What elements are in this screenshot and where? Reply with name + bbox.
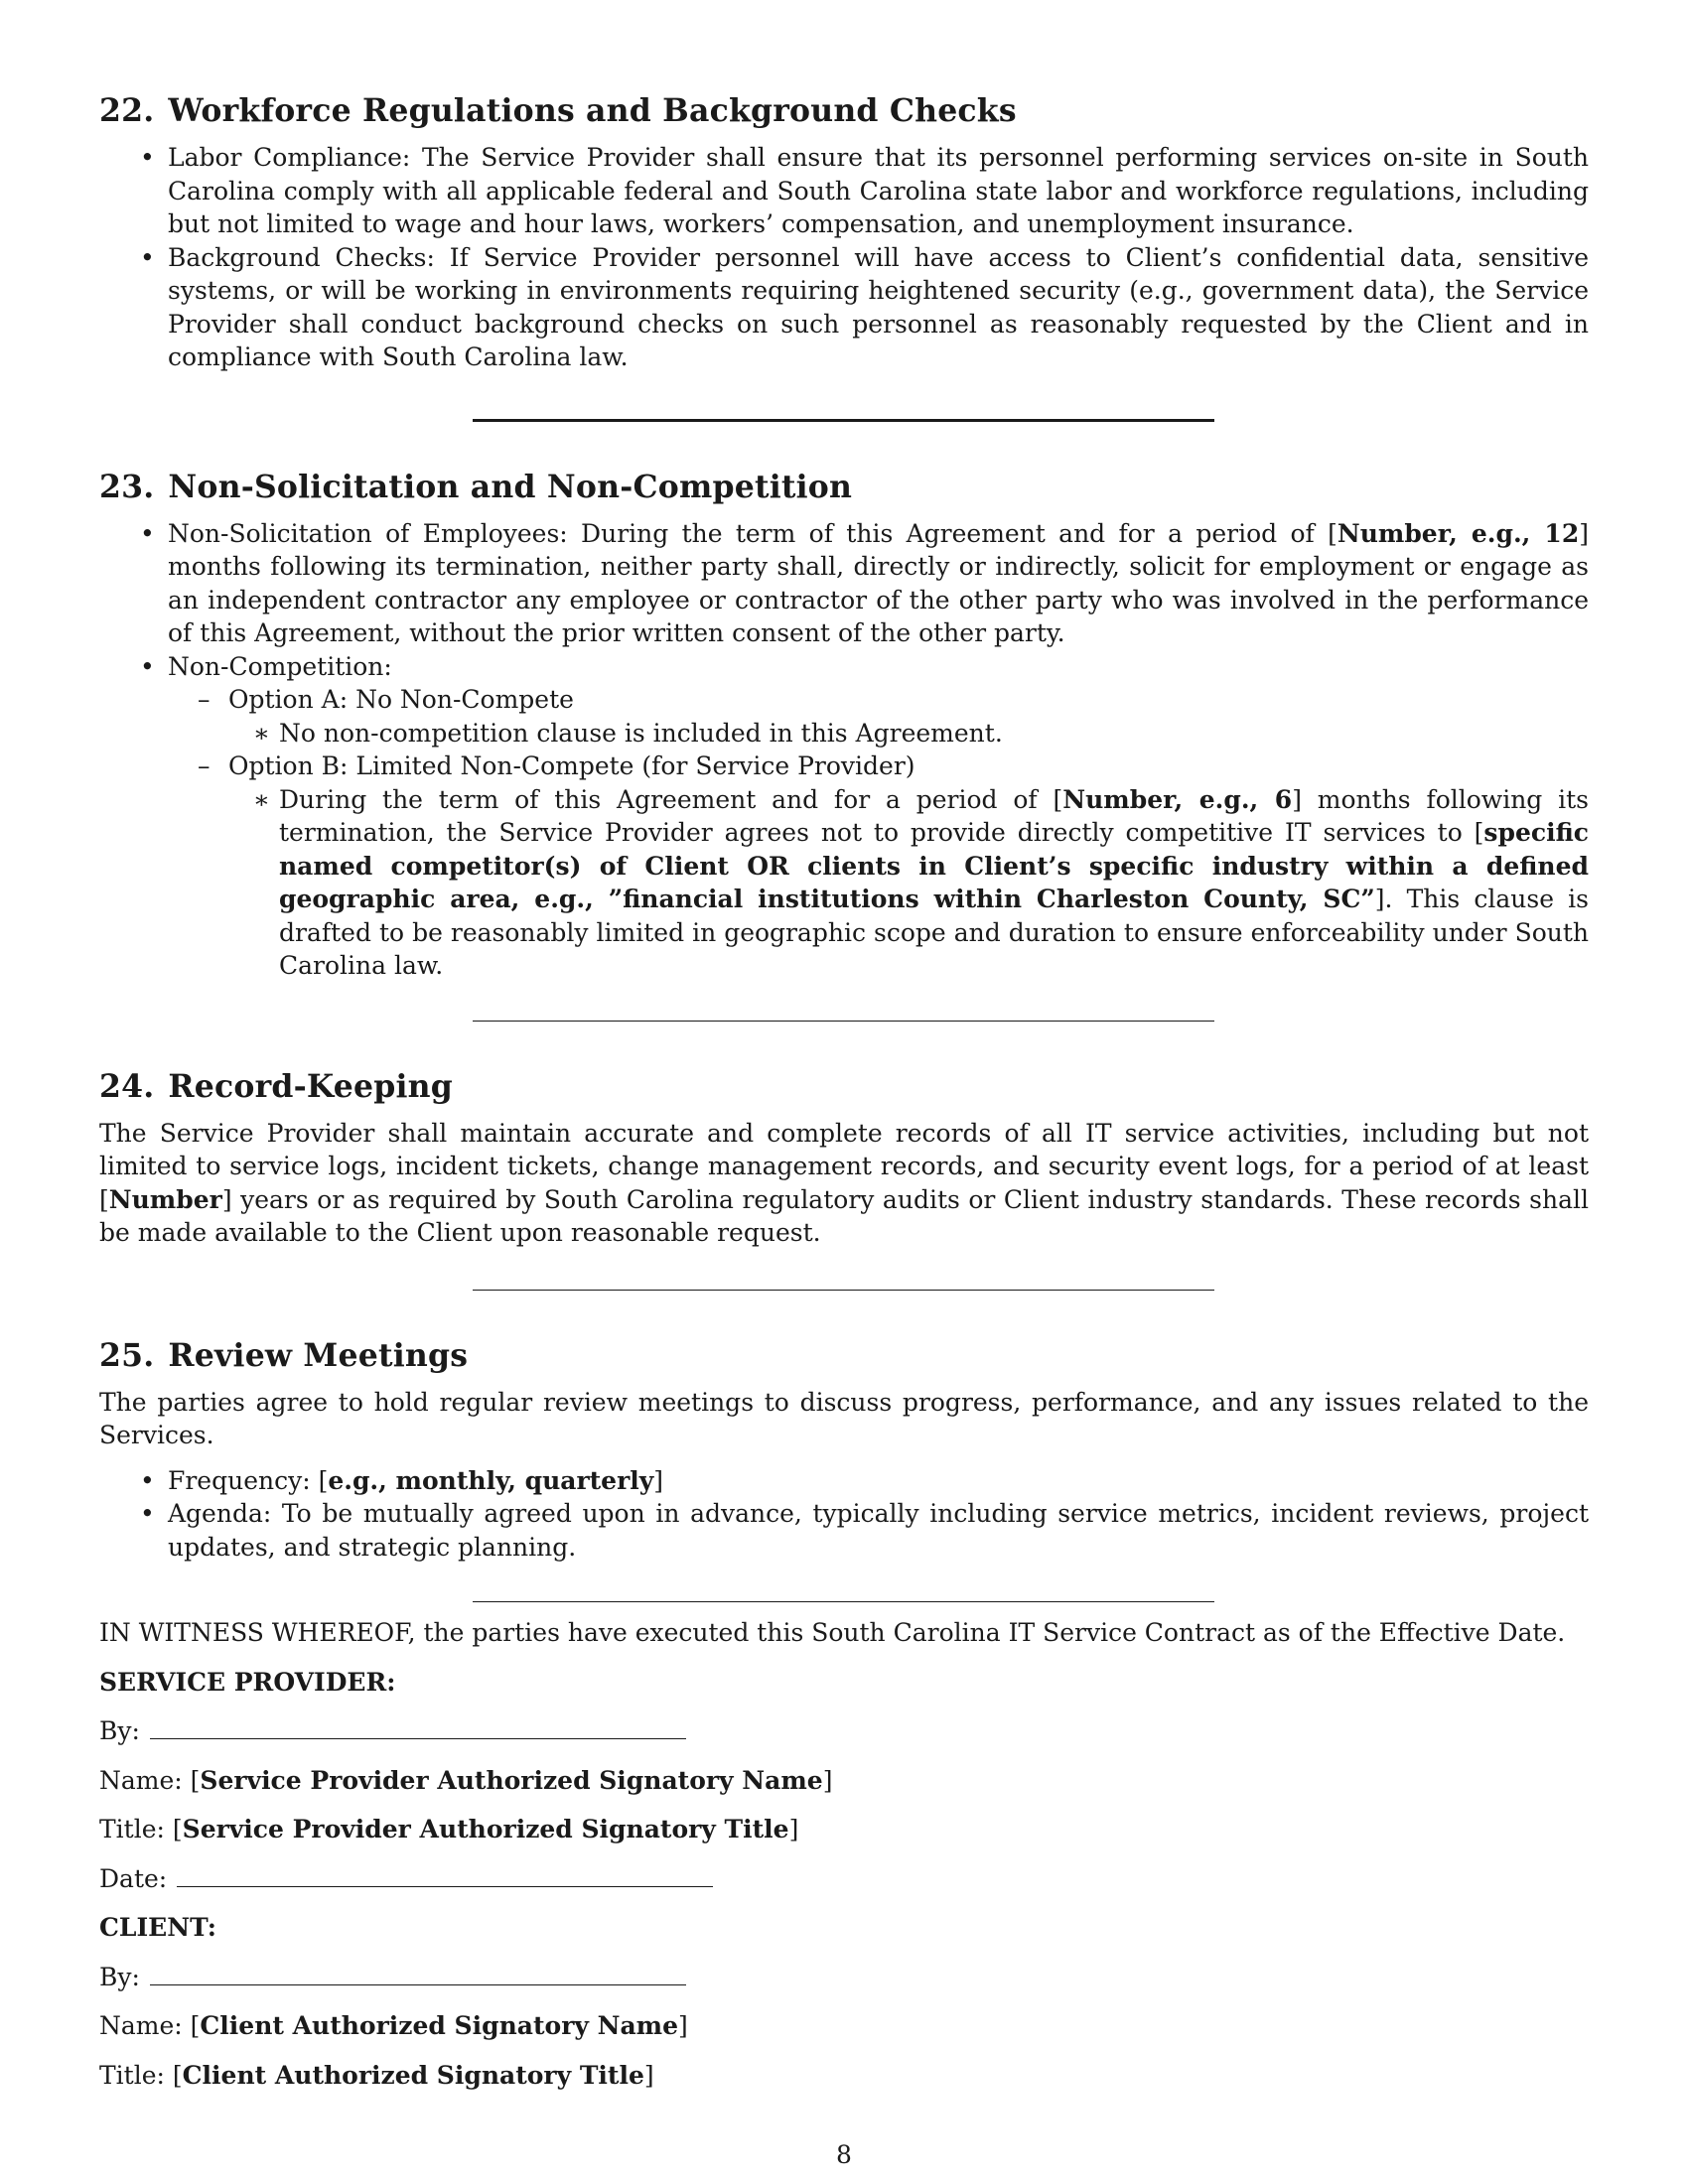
heading-text: SERVICE PROVIDER: xyxy=(99,1667,396,1697)
list-item: • Agenda: To be mutually agreed upon in advance, typically including service metrics, incident reviews, project updates, and strategic planning. xyxy=(99,1497,1589,1564)
text: ] xyxy=(678,2011,688,2040)
list-item xyxy=(228,783,1589,983)
section-22-list xyxy=(99,141,1589,374)
label: By: xyxy=(99,1962,140,1991)
witness-statement: IN WITNESS WHEREOF, the parties have executed this South Carolina IT Service Contract as of the Effective Date. xyxy=(99,1618,1566,1647)
section-divider xyxy=(473,1601,1214,1602)
placeholder: Client Authorized Signatory Name xyxy=(200,2011,678,2040)
option-b xyxy=(168,750,1589,983)
page-number: 8 xyxy=(836,2140,852,2169)
signature-line[interactable] xyxy=(150,1983,686,1985)
label: Date: xyxy=(99,1863,168,1893)
placeholder: Number xyxy=(108,1184,222,1214)
placeholder: Number, e.g., 12 xyxy=(1336,518,1580,548)
text: ]. This clause is drafted to be reasonably limited in geographic scope and duration to ensure enforceability under South Carolina law. xyxy=(279,885,1589,980)
option-a xyxy=(168,683,1589,750)
label: Name: [ xyxy=(99,2011,201,2040)
client-by-line xyxy=(99,1961,1589,1994)
section-title: Workforce Regulations and Background Checks xyxy=(168,92,1017,129)
option-label: Option B: Limited Non-Compete (for Service Provider) xyxy=(228,751,915,780)
client-name-line xyxy=(99,2009,1589,2043)
option-label: Option A: No Non-Compete xyxy=(228,685,574,714)
section-24-heading xyxy=(99,1067,1589,1107)
option-a-details xyxy=(228,717,1589,751)
section-number: 22. xyxy=(99,92,155,129)
section-divider xyxy=(473,1021,1214,1022)
list-item xyxy=(99,1464,1589,1498)
section-title: Non-Solicitation and Non-Competition xyxy=(168,468,853,505)
placeholder: Client Authorized Signatory Title xyxy=(182,2060,644,2090)
section-number: 24. xyxy=(99,1067,155,1105)
text: ] xyxy=(643,2060,654,2090)
label: Title: [ xyxy=(99,2060,183,2090)
placeholder: specific named competitor(s) of Client OR clients in Client’s specific industry within a defined geographic area, e.g., ”financial institutions within Charleston County, SC” xyxy=(279,818,1589,913)
section-divider xyxy=(473,419,1214,422)
placeholder: Service Provider Authorized Signatory Name xyxy=(200,1765,823,1795)
section-22-heading xyxy=(99,91,1589,131)
provider-title-line xyxy=(99,1813,1589,1846)
client-title-line xyxy=(99,2059,1589,2093)
text: Frequency: [ xyxy=(168,1465,329,1495)
placeholder: Service Provider Authorized Signatory Title xyxy=(182,1815,789,1843)
list-item xyxy=(99,517,1589,650)
section-23-list xyxy=(99,517,1589,983)
noncompete-label: Non-Competition: xyxy=(168,651,392,681)
section-number: 25. xyxy=(99,1336,155,1374)
placeholder: Number, e.g., 6 xyxy=(1062,784,1293,814)
document-page xyxy=(99,91,1589,2092)
text: ] months following its termination, neither party shall, directly or indirectly, solicit for employment or engage as an independent contractor any employee or contractor of the other party who was involved in the performance of this Agreement, without the prior written consent of the other party. xyxy=(168,518,1589,647)
section-25-list xyxy=(99,1464,1589,1565)
date-line[interactable] xyxy=(177,1885,713,1887)
noncompete-options xyxy=(168,683,1589,983)
signature-line[interactable] xyxy=(150,1737,686,1739)
provider-by-line xyxy=(99,1714,1589,1748)
provider-heading xyxy=(99,1666,1589,1700)
label: By: xyxy=(99,1716,140,1745)
list-item xyxy=(99,650,1589,983)
section-number: 23. xyxy=(99,468,155,505)
text: Non-Solicitation of Employees: During the term of this Agreement and for a period of [ xyxy=(168,518,1337,548)
text: ] xyxy=(822,1765,833,1795)
label: Title: [ xyxy=(99,1815,183,1843)
provider-date-line xyxy=(99,1862,1589,1896)
section-23-heading xyxy=(99,468,1589,507)
review-meetings-intro: The parties agree to hold regular review meetings to discuss progress, performance, and any issues related to the Services. xyxy=(99,1387,1589,1449)
list-item: • Background Checks: If Service Provider personnel will have access to Client’s confidential data, sensitive systems, or will be working in environments requiring heightened security (e.g., government data), the Service Provider shall conduct background checks on such personnel as reasonably requested by the Client and in compliance with South Carolina law. xyxy=(99,241,1589,374)
client-heading xyxy=(99,1911,1589,1945)
placeholder: e.g., monthly, quarterly xyxy=(328,1465,654,1495)
text: The Service Provider shall maintain accurate and complete records of all IT service activities, including but not limited to service logs, incident tickets, change management records, and security event logs, for a period of at least [ xyxy=(99,1118,1589,1214)
list-item: • Labor Compliance: The Service Provider shall ensure that its personnel performing services on-site in South Carolina comply with all applicable federal and South Carolina state labor and workforce regulations, including but not limited to wage and hour laws, workers’ compensation, and unemployment insurance. xyxy=(99,141,1589,241)
text: ] xyxy=(653,1465,664,1495)
section-title: Review Meetings xyxy=(168,1336,469,1374)
heading-text: CLIENT: xyxy=(99,1913,217,1942)
option-b-details xyxy=(228,783,1589,983)
section-title: Record-Keeping xyxy=(168,1067,453,1105)
text: ] xyxy=(788,1815,799,1843)
section-25-heading xyxy=(99,1336,1589,1376)
list-item: ∗ No non-competition clause is included in this Agreement. xyxy=(228,717,1589,751)
text: During the term of this Agreement and for a period of [ xyxy=(279,784,1063,814)
text: ] months following its termination, the Service Provider agrees not to provide directly competitive IT services to [ xyxy=(279,784,1589,847)
label: Name: [ xyxy=(99,1765,201,1795)
text: ] years or as required by South Carolina regulatory audits or Client industry standards. These records shall be made available to the Client upon reasonable request. xyxy=(99,1184,1589,1247)
provider-name-line xyxy=(99,1764,1589,1798)
section-divider xyxy=(473,1290,1214,1291)
record-keeping-paragraph xyxy=(99,1117,1589,1250)
